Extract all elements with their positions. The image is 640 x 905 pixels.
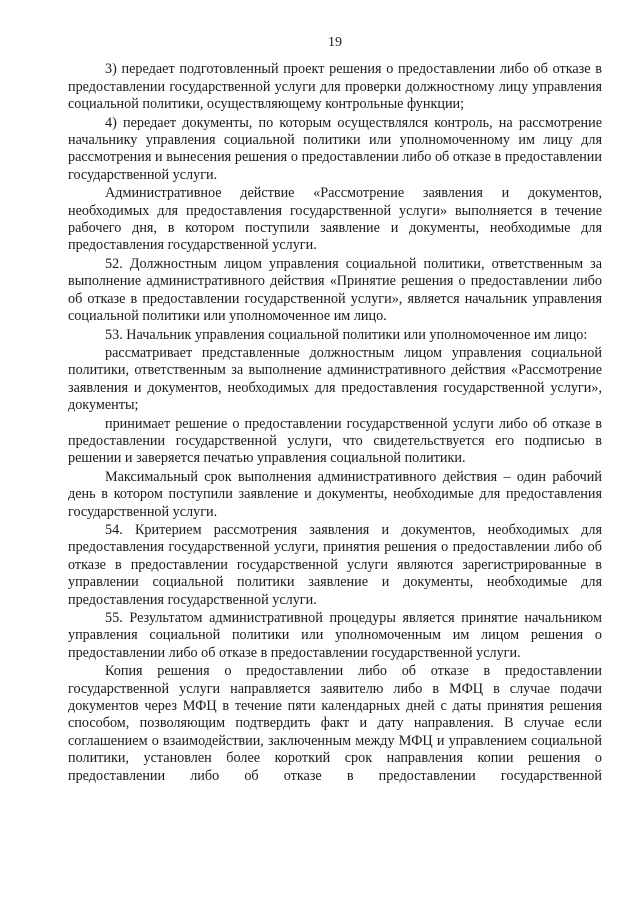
paragraph-max-term: Максимальный срок выполнения административного действия – один рабочий день в котором поступили заявление и документы, необходимые для предоставления государственной услуги. [68,468,602,520]
paragraph-admin-action: Административное действие «Рассмотрение заявления и документов, необходимых для предоставления государственной услуги» выполняется в течение рабочего дня, в котором поступили заявление и документы, необходимые для предоставления государственной услуги. [68,185,602,254]
paragraph-52: 52. Должностным лицом управления социальной политики, ответственным за выполнение административного действия «Принятие решения о предоставлении либо об отказе в предоставлении государственной услуги», является начальник управления социальной политики или уполномоченное им лицо. [68,255,602,325]
paragraph-item-4: 4) передает документы, по которым осуществлялся контроль, на рассмотрение начальнику управления социальной политики или уполномоченному им лицу для рассмотрения и вынесения решения о предоставлении либо об отказе в предоставлении государственной услуги. [68,114,602,183]
paragraph-53-decides: принимает решение о предоставлении государственной услуги либо об отказе в предоставлении государственной услуги, что свидетельствуется его подписью в решении и заверяется печатью управления социальной политики. [68,415,602,467]
paragraph-55: 55. Результатом административной процедуры является принятие начальником управления социальной политики или уполномоченным им лицом решения о предоставлении либо об отказе в предоставлении государственной услуги. [68,610,602,661]
paragraph-53: 53. Начальник управления социальной политики или уполномоченное им лицо: [105,326,588,343]
paragraph-decision-copy: Копия решения о предоставлении либо об отказе в предоставлении государственной услуги направляется заявителю либо в МФЦ в случае подачи документов через МФЦ в течение пяти календарных дней с даты принятия решения способом, позволяющим подтвердить факт и дату направления. В случае если соглашением о взаимодействии, заключенным между МФЦ и управлением социальной политики, установлен более короткий срок направления копии решения о предоставлении либо об отказе в предоставлении государственной [68,663,602,784]
paragraph-53-reviews: рассматривает представленные должностным лицом управления социальной политики, ответственным за выполнение административного действия «Рассмотрение заявления и документов, необходимых для предоставления государственной услуги», документы; [68,344,602,414]
page-number: 19 [328,35,342,50]
paragraph-item-3: 3) передает подготовленный проект решения о предоставлении либо об отказе в предоставлении государственной услуги для проверки должностному лицу управления социальной политики, осуществляющему контрольные функции; [68,61,602,113]
document-body [68,61,602,785]
paragraph-54: 54. Критерием рассмотрения заявления и документов, необходимых для предоставления государственной услуги, принятия решения о предоставлении либо об отказе в предоставлении государственной услуги являются зарегистрированные в управлении социальной политики заявление и документы, необходимые для предоставления государственной услуги. [68,521,602,608]
